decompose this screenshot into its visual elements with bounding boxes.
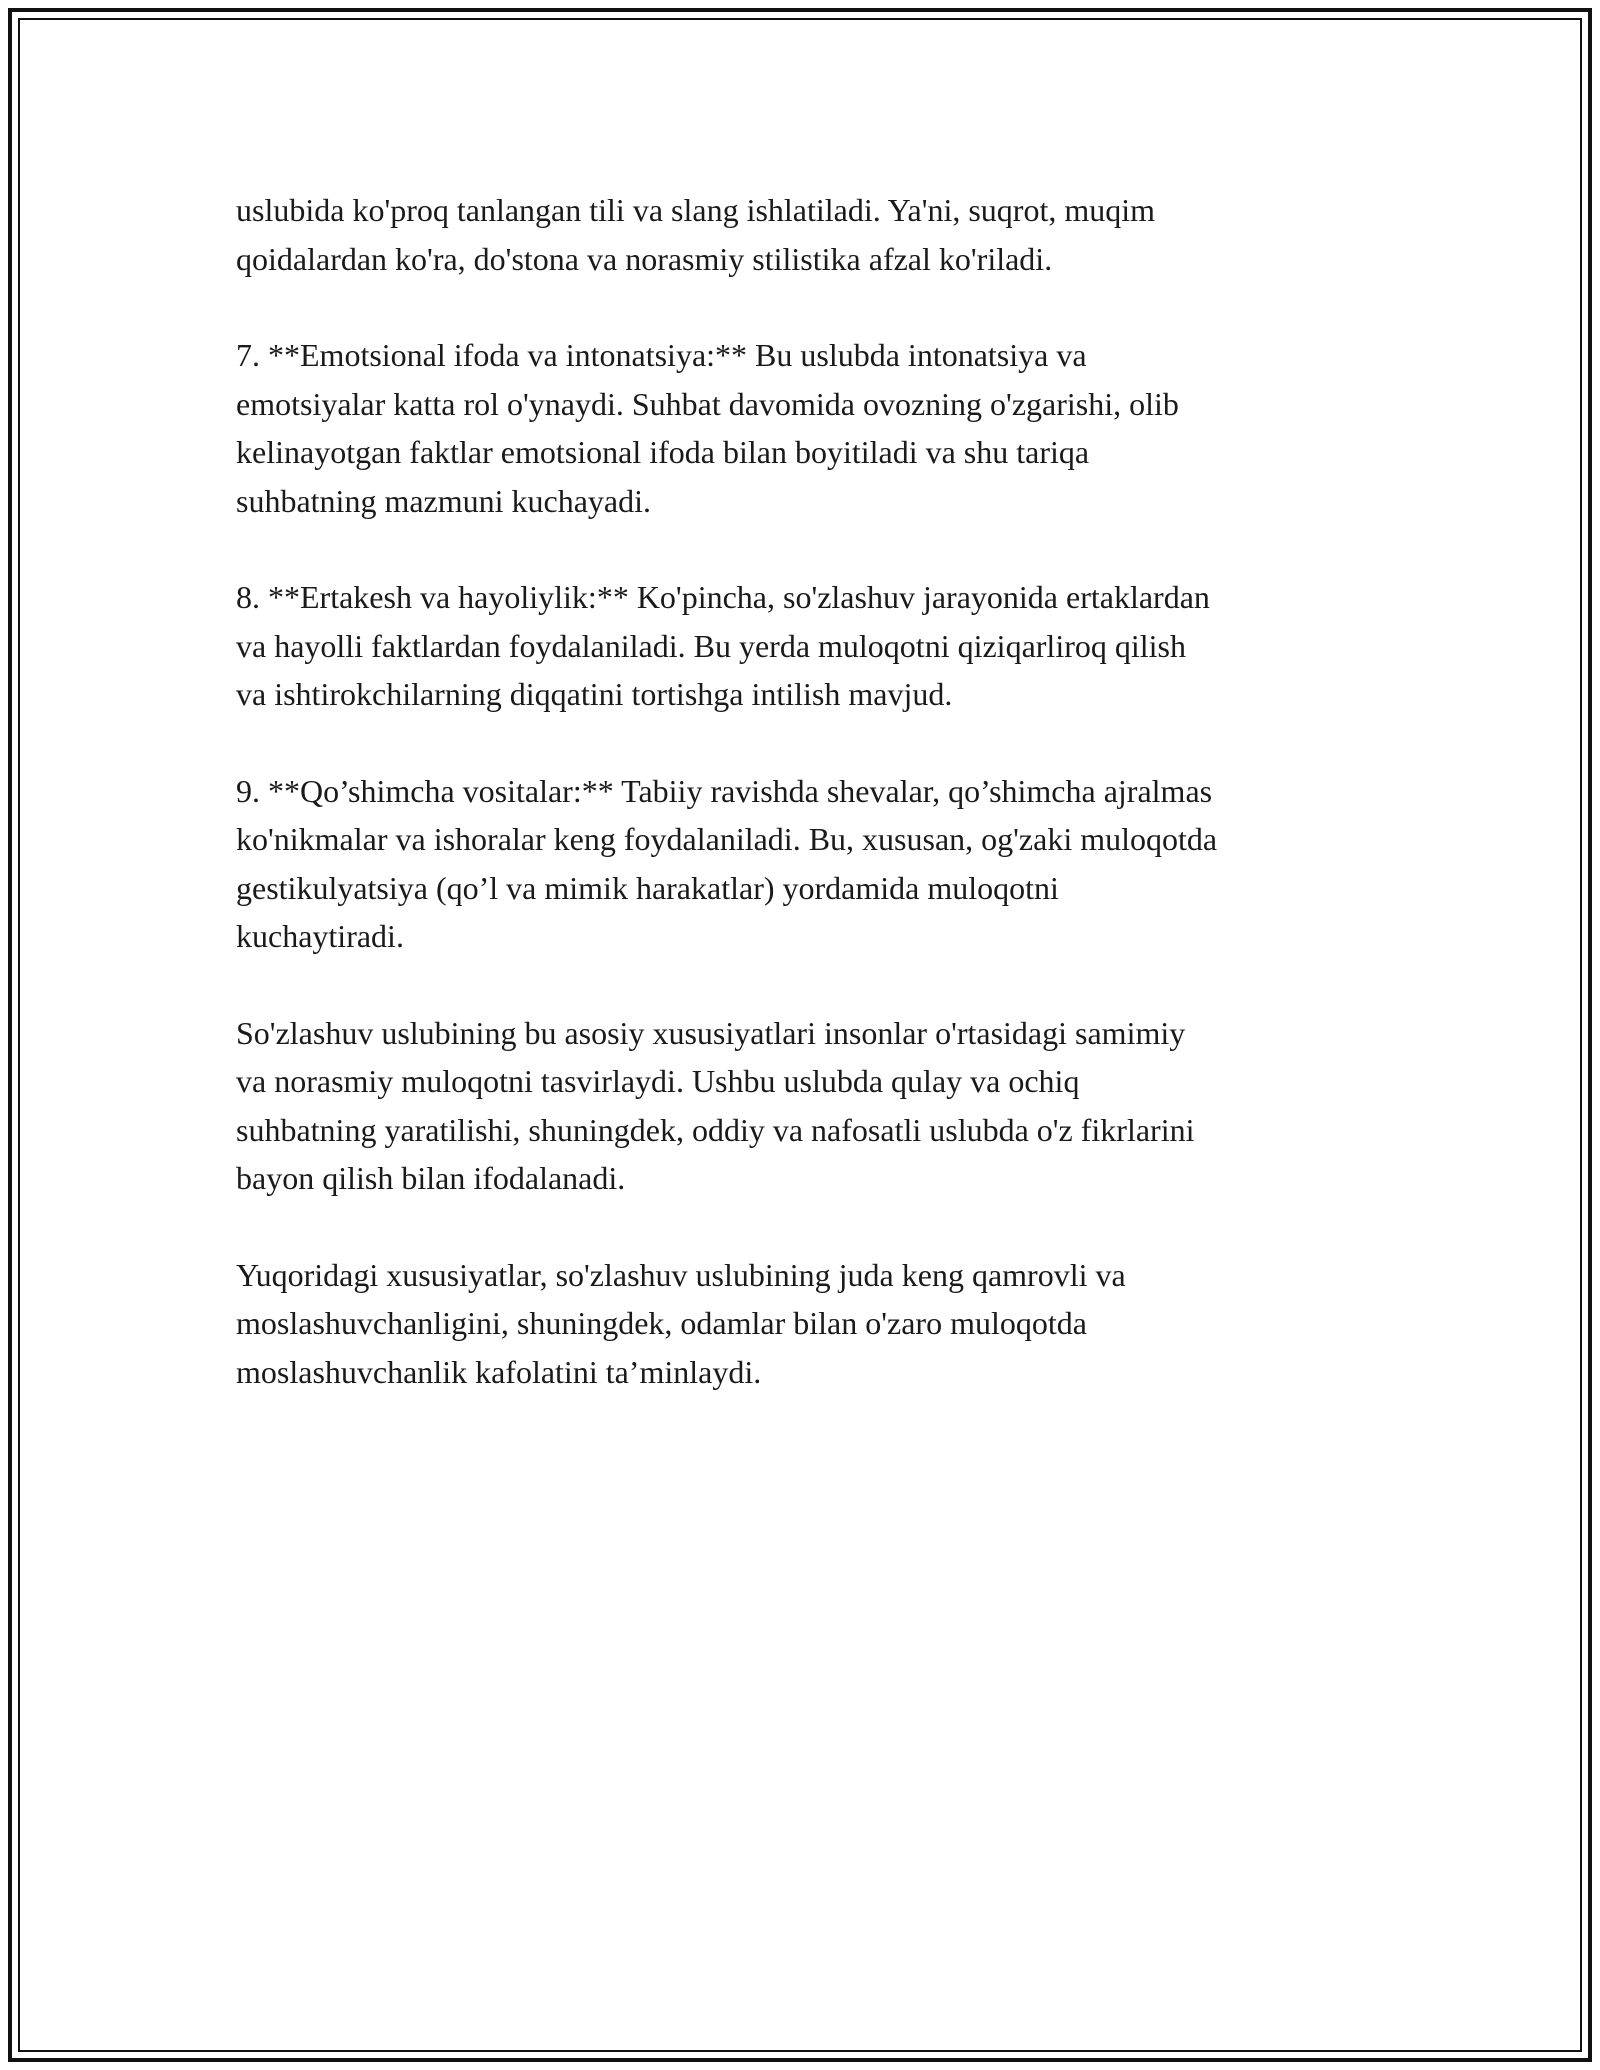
paragraph-intro-continuation: uslubida ko'proq tanlangan tili va slang ishlatiladi. Ya'ni, suqrot, muqim qoidalardan ko'ra, do'stona va norasmiy stilistika afzal ko'riladi. <box>236 192 1156 277</box>
paragraph-item-8: 8. **Ertakesh va hayoliylik:** Ko'pincha, so'zlashuv jarayonida ertaklardan va hayolli faktlardan foydalaniladi. Bu yerda muloqotni qiziqarliroq qilish va ishtirokchilarning diqqatini tortishga intilish mavjud. <box>236 579 1210 712</box>
paragraph-item-7: 7. **Emotsional ifoda va intonatsiya:** Bu uslubda intonatsiya va emotsiyalar katta rol o'ynaydi. Suhbat davomida ovozning o'zgarishi, olib kelinayotgan faktlar emotsional ifoda bilan boyitiladi va shu tariqa suhbatning mazmuni kuchayadi. <box>236 337 1179 519</box>
paragraph-conclusion: Yuqoridagi xususiyatlar, so'zlashuv uslubining juda keng qamrovli va moslashuvchanligini, shuningdek, odamlar bilan o'zaro muloqotda moslashuvchanlik kafolatini ta’minlaydi. <box>236 1256 1126 1390</box>
paragraph-item-9: 9. **Qo’shimcha vositalar:** Tabiiy ravishda shevalar, qo’shimcha ajralmas ko'nikmalar va ishoralar keng foydalaniladi. Bu, xususan, og'zaki muloqotda gestikulyatsiya (qo’l va mimik harakatlar) yordamida muloqotni kuchaytiradi. <box>236 772 1218 954</box>
paragraph-summary: So'zlashuv uslubining bu asosiy xususiyatlari insonlar o'rtasidagi samimiy va norasmiy muloqotni tasvirlaydi. Ushbu uslubda qulay va ochiq suhbatning yaratilishi, shuningdek, oddiy va nafosatli uslubda o'z fikrlarini bayon qilish bilan ifodalanadi. <box>236 1014 1195 1196</box>
document-body <box>236 186 1376 1444</box>
